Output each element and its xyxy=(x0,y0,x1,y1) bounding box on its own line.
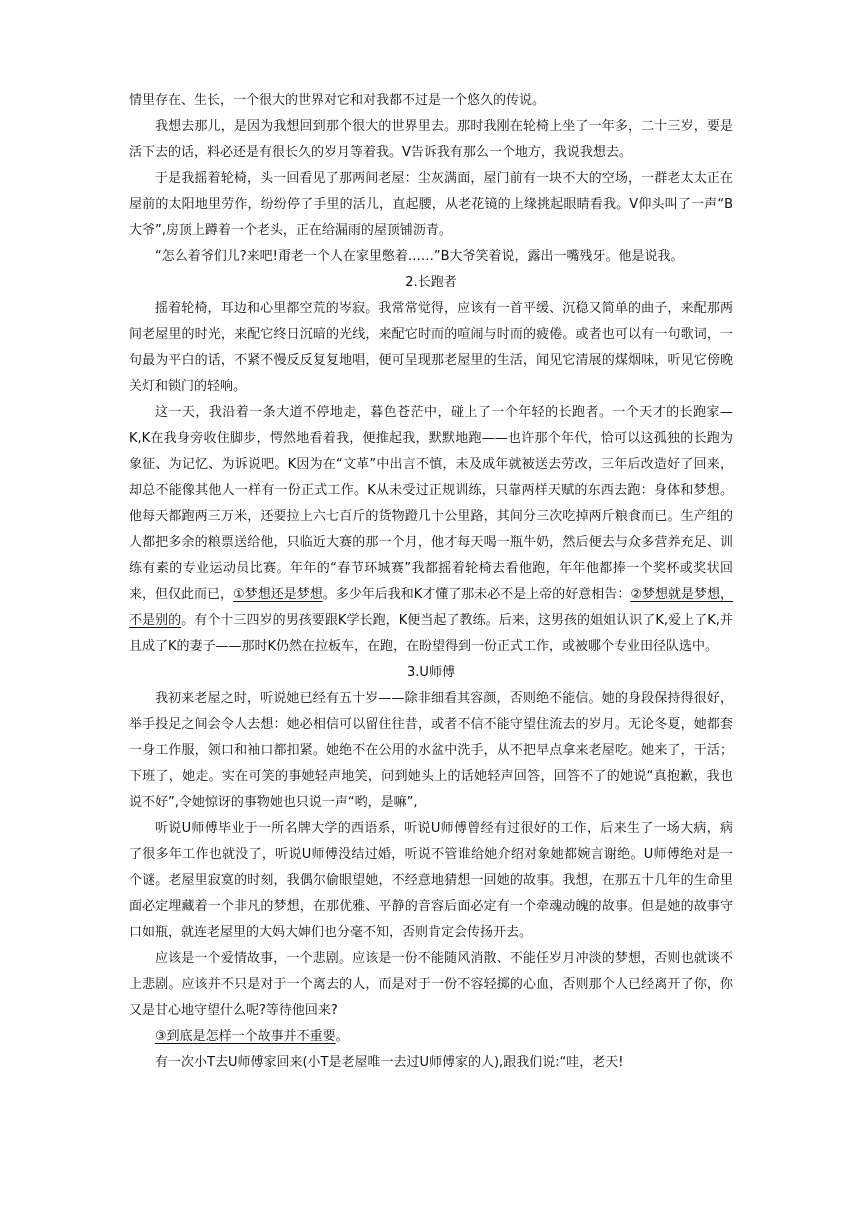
paragraph: 我初来老屋之时，听说她已经有五十岁——除非细看其容颜，否则绝不能信。她的身段保持得很好，举手投足之间会令人去想：她必相信可以留住往昔，或者不信不能守望住流去的岁月。无论冬夏，她都套一身工作服，领口和袖口都扣紧。她绝不在公用的水盆中洗手，从不把早点拿来老屋吃。她来了，干活；下班了，她走。实在可笑的事她轻声地笑，问到她头上的话她轻声回答，回答不了的她说“真抱歉，我也说不好”,令她惊讶的事物她也只说一声“哟，是嘛”, xyxy=(129,691,733,810)
paragraph: “怎么着爷们儿?来吧!甭老一个人在家里憋着……”B大爷笑着说，露出一嘴残牙。他是说我。 xyxy=(155,249,684,264)
paragraph: 听说U师傅毕业于一所名牌大学的西语系，听说U师傅曾经有过很好的工作，后来生了一场大病，病了很多年工作也就没了，听说U师傅没结过婚，听说不管谁给她介绍对象她都婉言谢绝。U师傅绝对是一个谜。老屋里寂寞的时刻，我偶尔偷眼望她，不经意地猜想一回她的故事。我想，在那五十几年的生命里面必定埋藏着一个非凡的梦想，在那优雅、平静的音容后面必定有一个牵魂动魄的故事。但是她的故事守口如瓶，就连老屋里的大妈大婶们也分毫不知，否则肯定会传扬开去。 xyxy=(129,821,733,940)
underlined-text: ③到底是怎样一个故事并不重要 xyxy=(155,1029,336,1044)
paragraph-text: 。多少年后我和K才懂了那未必不是上帝的好意相告： xyxy=(322,587,631,602)
paragraph-text: 这一天，我沿着一条大道不停地走，暮色苍茫中，碰上了一个年轻的长跑者。一个天才的长跑家—K,K在我身旁收住脚步，愕然地看着我，便推起我，默默地跑——也许那个年代，恰可以这孤独的长跑为象征、为记忆、为诉说吧。K因为在“文革”中出言不慎，未及成年就被送去劳改，三年后改造好了回来，却总不能像其他人一样有一份正式工作。K从未受过正规训练，只靠两样天赋的东西去跑：身体和梦想。他每天都跑两三万米，还要拉上六七百斤的货物蹬几十公里路，其间分三次吃掉两斤粮食而已。生产组的人都把多余的粮票送给他，只临近大赛的那一个月，他才每天喝一瓶牛奶，然后便去与众多营养充足、训练有素的专业运动员比赛。年年的“春节环城赛”我都摇着轮椅去看他跑，年年他都捧一个奖杯或奖状回来，但仅此而已， xyxy=(129,405,733,602)
section-heading: 2.长跑者 xyxy=(405,275,457,290)
paragraph: 应该是一个爱情故事，一个悲剧。应该是一份不能随风消散、不能任岁月冲淡的梦想，否则也就谈不上悲剧。应该并不只是对于一个离去的人，而是对于一份不容轻掷的心血，否则那个人已经离开了你，你又是甘心地守望什么呢?等待他回来? xyxy=(129,951,733,1018)
paragraph: 摇着轮椅，耳边和心里都空荒的岑寂。我常常觉得，应该有一首平缓、沉稳又简单的曲子，来配那两间老屋里的时光，来配它终日沉暗的光线，来配它时而的喧闹与时而的疲倦。或者也可以有一句歌词，一句最为平白的话，不紧不慢反反复复地唱，便可呈现那老屋里的生活，闻见它清展的煤烟味，听见它傍晚关灯和锁门的轻响。 xyxy=(129,301,733,394)
document-page xyxy=(129,88,733,1076)
paragraph xyxy=(129,400,733,660)
paragraph: 我想去那儿，是因为我想回到那个很大的世界里去。那时我刚在轮椅上坐了一年多，二十三岁，要是活下去的话，料必还是有很长久的岁月等着我。V告诉我有那么一个地方，我说我想去。 xyxy=(129,119,733,160)
paragraph-text: 。 xyxy=(335,1029,349,1044)
paragraph-text: 。有个十三四岁的男孩要跟K学长跑，K便当起了教练。后来，这男孩的姐姐认识了K,爱上了K,并且成了K的妻子——那时K仍然在拉板车，在跑，在盼望得到一份正式工作，或被哪个专业田径队选中。 xyxy=(129,613,733,654)
underlined-text: ②梦想就是梦想，不是别的 xyxy=(129,587,734,628)
paragraph: 于是我摇着轮椅，头一回看见了那两间老屋：尘灰满面，屋门前有一块不大的空场，一群老太太正在屋前的太阳地里劳作，纷纷停了手里的活儿，直起腰，从老花镜的上缘挑起眼睛看我。V仰头叫了一声“B大爷”,房顶上蹲着一个老头，正在给漏雨的屋顶铺沥青。 xyxy=(129,171,733,238)
paragraph: 情里存在、生长，一个很大的世界对它和对我都不过是一个悠久的传说。 xyxy=(129,93,546,108)
paragraph xyxy=(129,1024,733,1050)
section-heading: 3.U师傅 xyxy=(407,665,455,680)
paragraph: 有一次小T去U师傅家回来(小T是老屋唯一去过U师傅家的人),跟我们说:“哇，老天! xyxy=(155,1055,624,1070)
underlined-text: ①梦想还是梦想 xyxy=(233,587,323,602)
